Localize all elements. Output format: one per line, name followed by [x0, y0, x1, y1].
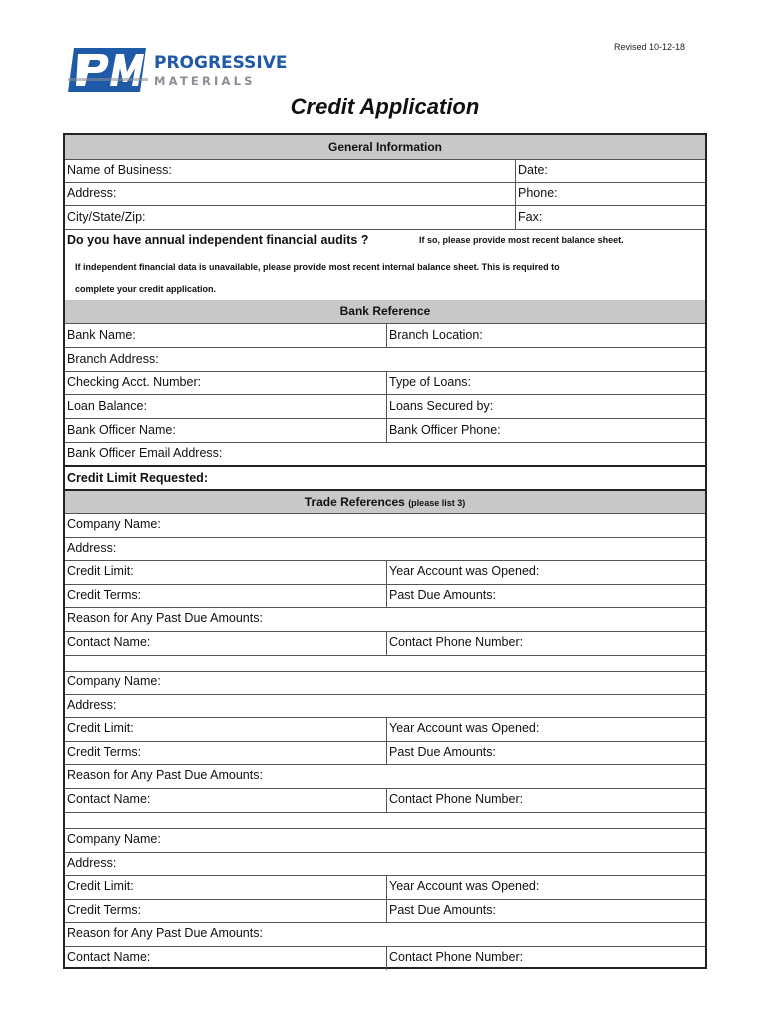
phone-label: Phone: [518, 186, 558, 200]
section-heading-note: (please list 3) [408, 498, 466, 508]
checking-acct-field[interactable] [65, 371, 386, 394]
internal-balance-note-text-1: If independent financial data is unavailable, please provide most recent internal balance sheet. This is required to [75, 262, 560, 272]
trade-address-field[interactable] [65, 852, 705, 876]
year-account-opened-field[interactable] [386, 560, 705, 584]
credit-limit-requested-label: Credit Limit Requested: [67, 471, 208, 485]
trade-address-field[interactable] [65, 537, 705, 561]
credit-terms-field[interactable] [65, 741, 386, 765]
section-heading: Bank Reference [339, 304, 431, 318]
trade-reference-3-row [65, 946, 705, 970]
name-of-business-label: Name of Business: [67, 163, 172, 177]
year-account-opened-label: Year Account was Opened: [389, 564, 540, 579]
name-of-business-field[interactable] [65, 159, 515, 182]
loans-secured-field[interactable] [386, 394, 705, 418]
trade-reference-1-row [65, 513, 705, 538]
trade-reference-3-row [65, 875, 705, 900]
trade-address-field[interactable] [65, 694, 705, 718]
contact-phone-number-label: Contact Phone Number: [389, 635, 524, 649]
company-name-label: Company Name: [67, 832, 161, 846]
bank-officer-email-label: Bank Officer Email Address: [67, 446, 223, 460]
bank-officer-email-row [65, 442, 705, 467]
checking-row [65, 371, 705, 395]
address-field[interactable] [65, 182, 515, 205]
past-due-amounts-label: Past Due Amounts: [389, 744, 497, 759]
financial-audits-note: If so, please provide most recent balance sheet. [419, 235, 624, 245]
trade-reference-1-row [65, 584, 705, 609]
credit-limit-field[interactable] [65, 875, 386, 899]
company-name-field[interactable] [65, 670, 705, 694]
company-name-label: Company Name: [67, 674, 161, 688]
financial-audits-row [65, 229, 705, 251]
city-state-zip-label: City/State/Zip: [67, 210, 146, 224]
company-name-label: Company Name: [67, 517, 161, 531]
internal-balance-note-line2 [65, 279, 705, 301]
past-due-amounts-field[interactable] [386, 899, 705, 923]
reason-past-due-field[interactable] [65, 607, 705, 631]
trade-address-label: Address: [67, 855, 117, 870]
credit-application-form [63, 133, 707, 969]
trade-reference-3-row [65, 852, 705, 877]
general-information-header [65, 135, 705, 160]
trade-reference-separator [65, 812, 705, 829]
credit-limit-requested-field[interactable] [65, 467, 705, 489]
bank-officer-name-field[interactable] [65, 418, 386, 442]
branch-address-field[interactable] [65, 347, 705, 371]
contact-phone-number-label: Contact Phone Number: [389, 950, 524, 964]
loan-balance-label: Loan Balance: [67, 399, 147, 413]
city-state-zip-field[interactable] [65, 205, 515, 229]
credit-terms-field[interactable] [65, 584, 386, 608]
branch-address-row [65, 347, 705, 372]
date-label: Date: [518, 163, 548, 177]
credit-terms-label: Credit Terms: [67, 587, 142, 602]
credit-limit-label: Credit Limit: [67, 879, 134, 894]
contact-name-field[interactable] [65, 946, 386, 970]
trade-address-label: Address: [67, 697, 117, 712]
year-account-opened-label: Year Account was Opened: [389, 879, 540, 894]
reason-past-due-label: Reason for Any Past Due Amounts: [67, 768, 263, 783]
address-row [65, 182, 705, 206]
fax-field[interactable] [515, 205, 705, 229]
loan-balance-field[interactable] [65, 394, 386, 418]
progressive-materials-logo [66, 44, 296, 96]
bank-name-field[interactable] [65, 323, 386, 347]
page-title: Credit Application [290, 94, 480, 119]
bank-officer-phone-label: Bank Officer Phone: [389, 423, 501, 437]
trade-reference-2-row [65, 717, 705, 742]
trade-reference-2-row [65, 670, 705, 695]
reason-past-due-label: Reason for Any Past Due Amounts: [67, 611, 263, 626]
contact-phone-number-field[interactable] [386, 788, 705, 812]
past-due-amounts-label: Past Due Amounts: [389, 587, 497, 602]
trade-reference-2-row [65, 694, 705, 719]
financial-audits-question[interactable]: Do you have annual independent financial audits ? [67, 233, 369, 247]
contact-name-label: Contact Name: [67, 950, 151, 964]
company-name-field[interactable] [65, 513, 705, 537]
reason-past-due-field[interactable] [65, 764, 705, 788]
branch-location-label: Branch Location: [389, 328, 483, 342]
contact-name-label: Contact Name: [67, 635, 151, 649]
credit-limit-label: Credit Limit: [67, 564, 134, 579]
contact-phone-number-field[interactable] [386, 631, 705, 655]
phone-field[interactable] [515, 182, 705, 205]
past-due-amounts-label: Past Due Amounts: [389, 902, 497, 917]
trade-reference-1-row [65, 631, 705, 656]
address-label: Address: [67, 186, 117, 200]
name-of-business-row [65, 159, 705, 183]
contact-name-label: Contact Name: [67, 792, 151, 806]
credit-limit-label: Credit Limit: [67, 721, 134, 736]
bank-name-label: Bank Name: [67, 328, 136, 342]
loans-secured-label: Loans Secured by: [389, 399, 494, 413]
logo-text-materials: MATERIALS [154, 74, 256, 88]
trade-reference-3-row [65, 899, 705, 924]
reason-past-due-label: Reason for Any Past Due Amounts: [67, 926, 263, 941]
internal-balance-note-line1 [65, 257, 705, 277]
trade-reference-2-row [65, 764, 705, 789]
type-of-loans-label: Type of Loans: [389, 375, 472, 389]
contact-phone-number-field[interactable] [386, 946, 705, 970]
past-due-amounts-field[interactable] [386, 741, 705, 765]
internal-balance-note-text-2: complete your credit application. [75, 284, 217, 294]
bank-name-row [65, 323, 705, 348]
year-account-opened-field[interactable] [386, 875, 705, 899]
credit-limit-field[interactable] [65, 560, 386, 584]
credit-terms-field[interactable] [65, 899, 386, 923]
trade-reference-1-row [65, 607, 705, 632]
bank-officer-name-label: Bank Officer Name: [67, 423, 176, 437]
year-account-opened-field[interactable] [386, 717, 705, 741]
trade-references-header [65, 491, 705, 514]
reason-past-due-field[interactable] [65, 922, 705, 946]
contact-phone-number-label: Contact Phone Number: [389, 792, 524, 806]
bank-reference-header [65, 300, 705, 324]
bank-officer-phone-field[interactable] [386, 418, 705, 442]
past-due-amounts-field[interactable] [386, 584, 705, 608]
credit-limit-field[interactable] [65, 717, 386, 741]
branch-location-field[interactable] [386, 323, 705, 347]
trade-reference-3-row [65, 922, 705, 947]
credit-terms-label: Credit Terms: [67, 744, 142, 759]
checking-acct-label: Checking Acct. Number: [67, 375, 202, 389]
loan-balance-row [65, 394, 705, 419]
trade-reference-2-row [65, 741, 705, 766]
city-state-zip-row [65, 205, 705, 230]
trade-reference-3-row [65, 828, 705, 853]
revised-date: Revised 10-12-18 [614, 42, 686, 52]
trade-reference-2-row [65, 788, 705, 813]
trade-address-label: Address: [67, 540, 117, 555]
section-heading: Trade References [304, 495, 405, 509]
credit-limit-requested-row [65, 467, 705, 491]
date-field[interactable] [515, 159, 705, 182]
trade-reference-1-row [65, 560, 705, 585]
credit-terms-label: Credit Terms: [67, 902, 142, 917]
fax-label: Fax: [518, 210, 543, 224]
company-name-field[interactable] [65, 828, 705, 852]
branch-address-label: Branch Address: [67, 352, 159, 366]
bank-officer-email-field[interactable] [65, 442, 705, 465]
contact-name-field[interactable] [65, 631, 386, 655]
trade-reference-1-row [65, 537, 705, 562]
year-account-opened-label: Year Account was Opened: [389, 721, 540, 736]
logo-text-progressive: PROGRESSIVE [154, 53, 288, 73]
section-heading: General Information [327, 140, 443, 154]
type-of-loans-field[interactable] [386, 371, 705, 394]
contact-name-field[interactable] [65, 788, 386, 812]
bank-officer-row [65, 418, 705, 443]
